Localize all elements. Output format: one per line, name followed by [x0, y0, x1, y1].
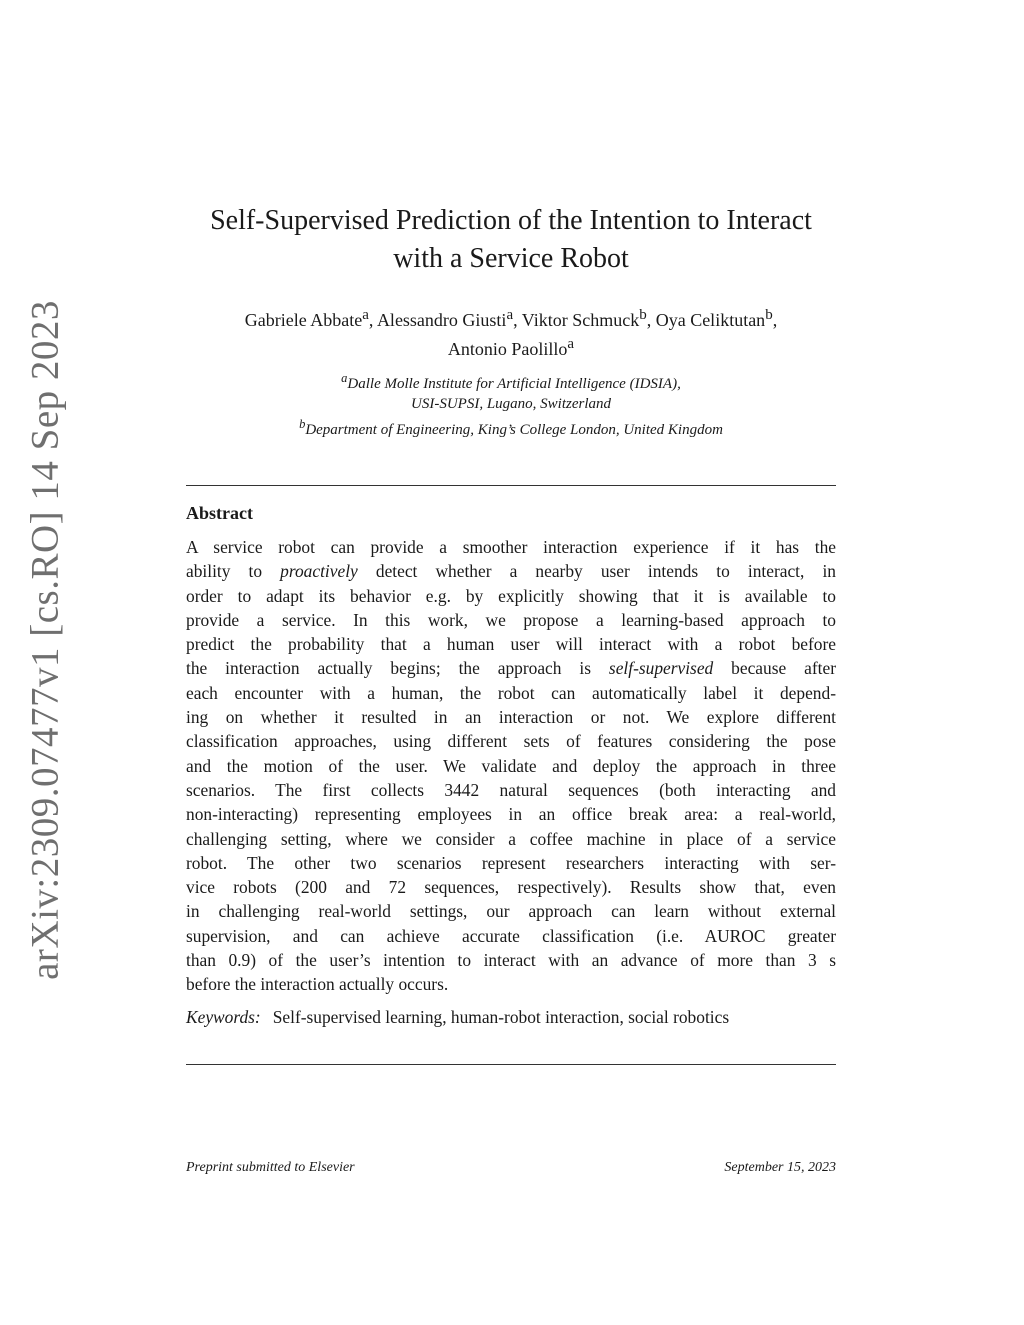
affiliation-a-line-1 — [186, 368, 836, 394]
author-list — [186, 303, 836, 361]
abstract-text: because after — [713, 658, 836, 679]
date: September 15, 2023 — [724, 1160, 836, 1175]
title-line-1: Self-Supervised Prediction of the Intention to Interact — [210, 205, 812, 236]
affiliations — [186, 368, 836, 440]
emphasis-self-supervised: self-supervised — [608, 658, 714, 679]
abstract-line: scenarios. The first collects 3442 natural sequences (both interacting and — [186, 779, 836, 800]
keywords-text: Self-supervised learning, human-robot interaction, social robotics — [272, 1007, 730, 1027]
affiliation-a-line-2: USI-SUPSI, Lugano, Switzerland — [411, 396, 611, 412]
abstract-line: than 0.9) of the user’s intention to interact with an advance of more than 3 s — [186, 950, 836, 971]
abstract-line: challenging setting, where we consider a coffee machine in place of a service — [186, 828, 836, 849]
abstract-line: in challenging real-world settings, our approach can learn without external — [186, 901, 836, 922]
abstract-line: A service robot can provide a smoother interaction experience if it has the — [186, 537, 836, 557]
affiliation-mark: a — [341, 371, 348, 385]
abstract-line: each encounter with a human, the robot can automatically label it depend- — [186, 682, 836, 703]
abstract-line: classification approaches, using different sets of features considering the pose — [186, 731, 836, 752]
abstract-line: predict the probability that a human user will interact with a robot before — [186, 634, 836, 655]
keywords — [186, 1005, 836, 1029]
abstract-line: supervision, and can achieve accurate classification (i.e. AUROC greater — [186, 925, 836, 946]
abstract-line: robot. The other two scenarios represent researchers interacting with ser- — [186, 852, 836, 873]
abstract-line — [186, 559, 836, 583]
abstract-heading: Abstract — [186, 503, 253, 523]
affiliation-mark: b — [765, 307, 773, 323]
abstract-line: non-interacting) representing employees in an office break area: a real-world, — [186, 804, 836, 825]
abstract-body — [186, 535, 836, 997]
abstract-text: the interaction actually begins; the approach is — [186, 658, 609, 679]
arxiv-identifier: arXiv:2309.07477v1 [cs.RO] 14 Sep 2023 — [23, 300, 67, 980]
abstract-text: detect whether a nearby user intends to interact, in — [357, 561, 836, 582]
abstract-line: provide a service. In this work, we propose a learning-based approach to — [186, 609, 836, 630]
author-line-2 — [186, 332, 836, 361]
author-name: Antonio Paolillo — [447, 339, 568, 359]
affiliation-mark: b — [299, 417, 306, 431]
abstract-line: before the interaction actually occurs. — [186, 974, 449, 995]
abstract-line: vice robots (200 and 72 sequences, respectively). Results show that, even — [186, 877, 836, 898]
abstract-text: ability to — [186, 561, 281, 582]
affiliation-text: Dalle Molle Institute for Artificial Intelligence (IDSIA), — [347, 376, 681, 392]
abstract-line: order to adapt its behavior e.g. by explicitly showing that it is available to — [186, 585, 836, 606]
author-name: Gabriele Abbate — [244, 310, 363, 330]
preprint-note: Preprint submitted to Elsevier — [186, 1160, 355, 1175]
keywords-label: Keywords: — [186, 1007, 261, 1027]
affiliation-mark: a — [506, 307, 514, 323]
author-name: Viktor Schmuck — [521, 310, 640, 330]
affiliation-mark: a — [567, 336, 575, 352]
emphasis-proactively: proactively — [280, 561, 358, 582]
author-name: Alessandro Giusti — [376, 310, 507, 330]
paper-title — [186, 202, 836, 278]
abstract-line — [186, 656, 836, 680]
affiliation-mark: a — [362, 307, 369, 323]
affiliation-text: Department of Engineering, King’s College London, United Kingdom — [305, 422, 723, 438]
title-line-2: with a Service Robot — [393, 243, 629, 274]
abstract-line: and the motion of the user. We validate and deploy the approach in three — [186, 755, 836, 776]
affiliation-mark: b — [639, 307, 647, 323]
author-line-1: Gabriele Abbate$^a$, Alessandro Giusti$^a$, Viktor Schmuck$^b$, Oya Celiktutan$^b$, — [244, 307, 778, 330]
affiliation-b-line — [186, 414, 836, 440]
abstract-line: ing on whether it resulted in an interaction or not. We explore different — [186, 707, 836, 728]
author-name: Oya Celiktutan — [655, 310, 766, 330]
bottom-divider — [186, 1064, 836, 1065]
top-divider — [186, 485, 836, 486]
